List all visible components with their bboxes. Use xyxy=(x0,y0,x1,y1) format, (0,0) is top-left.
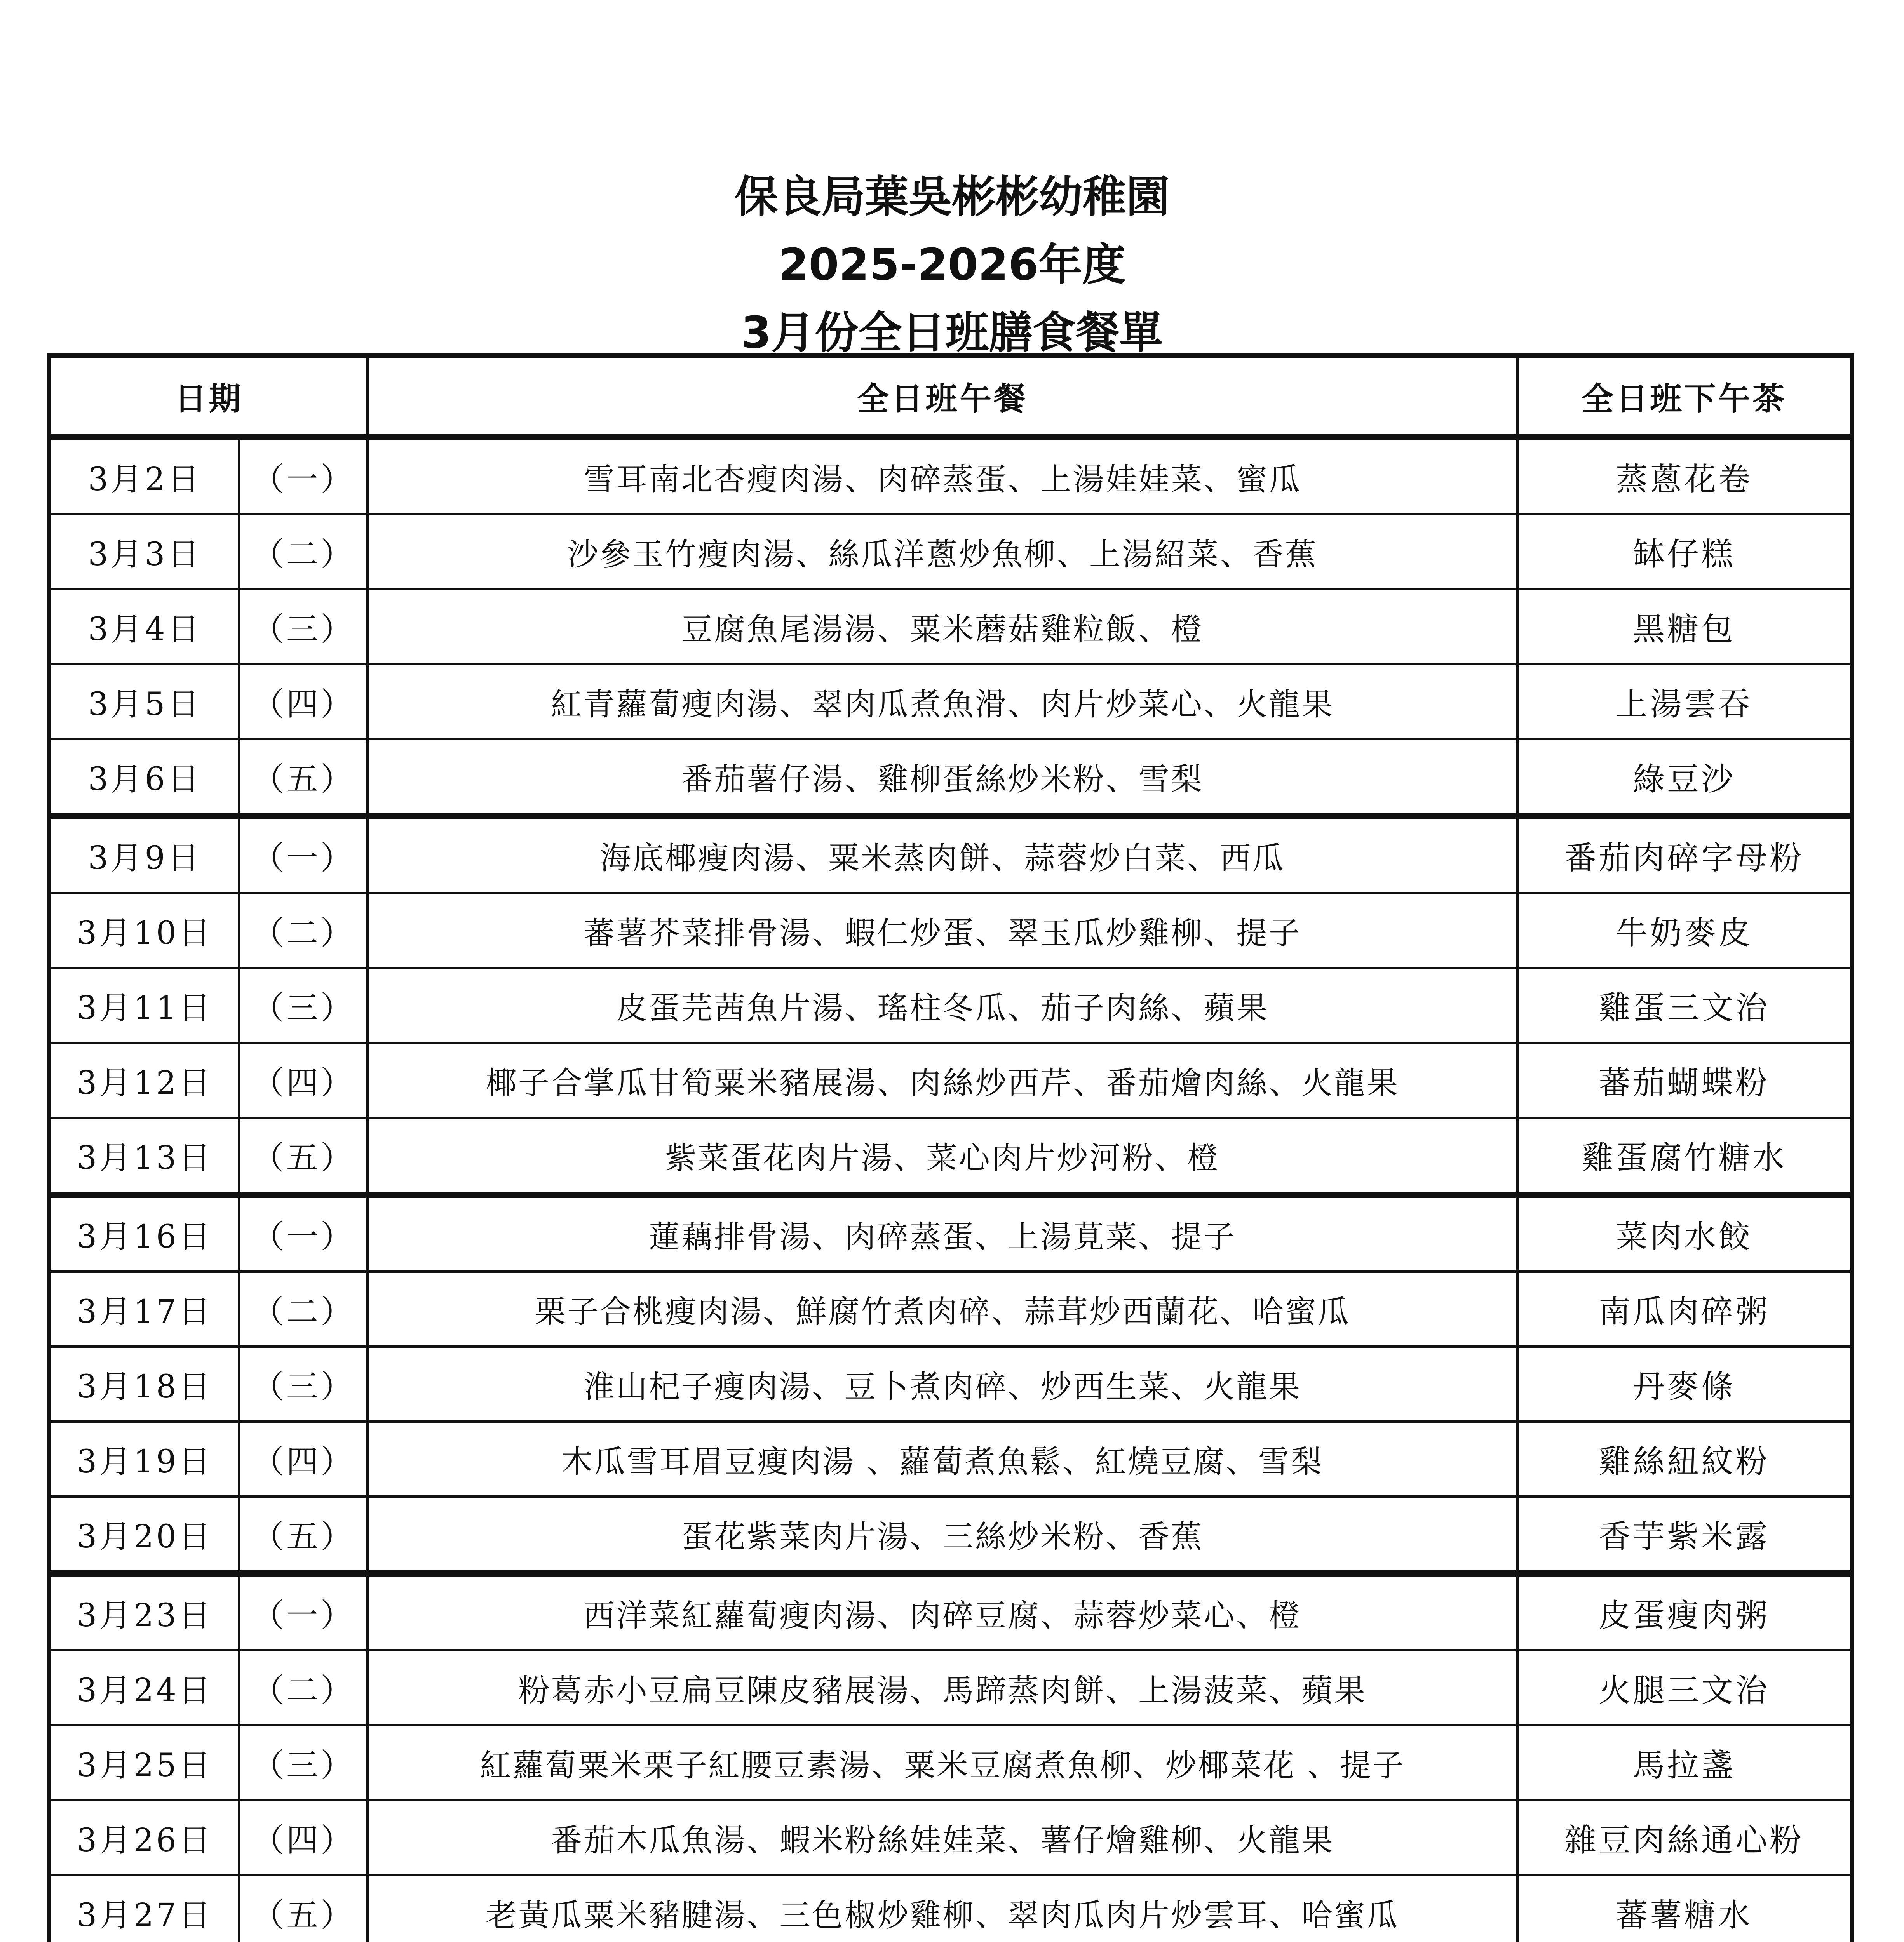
weekday-cell: （一） xyxy=(239,816,368,893)
lunch-cell: 皮蛋芫茜魚片湯、瑤柱冬瓜、茄子肉絲、蘋果 xyxy=(368,968,1517,1043)
date-cell: 3月27日 xyxy=(49,1875,239,1942)
table-row xyxy=(49,968,1852,1043)
table-row xyxy=(49,1497,1852,1573)
weekday-cell: （一） xyxy=(239,437,368,514)
date-cell: 3月23日 xyxy=(49,1573,239,1650)
column-header-tea: 全日班下午茶 xyxy=(1517,356,1852,437)
tea-cell: 菜肉水餃 xyxy=(1517,1195,1852,1272)
tea-cell: 香芋紫米露 xyxy=(1517,1497,1852,1573)
weekday-cell: （三） xyxy=(239,1725,368,1800)
tea-cell: 丹麥條 xyxy=(1517,1347,1852,1422)
date-cell: 3月25日 xyxy=(49,1725,239,1800)
lunch-cell: 沙參玉竹瘦肉湯、絲瓜洋蔥炒魚柳、上湯紹菜、香蕉 xyxy=(368,514,1517,589)
lunch-cell: 豆腐魚尾湯湯、粟米蘑菇雞粒飯、橙 xyxy=(368,589,1517,664)
weekday-cell: （三） xyxy=(239,968,368,1043)
menu-table xyxy=(47,353,1854,1942)
date-cell: 3月13日 xyxy=(49,1118,239,1195)
document-header xyxy=(0,163,1904,367)
tea-cell: 雜豆肉絲通心粉 xyxy=(1517,1800,1852,1875)
lunch-cell: 椰子合掌瓜甘筍粟米豬展湯、肉絲炒西芹、番茄燴肉絲、火龍果 xyxy=(368,1043,1517,1118)
lunch-cell: 海底椰瘦肉湯、粟米蒸肉餅、蒜蓉炒白菜、西瓜 xyxy=(368,816,1517,893)
date-cell: 3月9日 xyxy=(49,816,239,893)
tea-cell: 黑糖包 xyxy=(1517,589,1852,664)
date-cell: 3月18日 xyxy=(49,1347,239,1422)
menu-title: 3月份全日班膳食餐單 xyxy=(741,308,1163,358)
weekday-cell: （五） xyxy=(239,1497,368,1573)
weekday-cell: （四） xyxy=(239,1800,368,1875)
date-cell: 3月3日 xyxy=(49,514,239,589)
tea-cell: 蒸蔥花卷 xyxy=(1517,437,1852,514)
date-cell: 3月24日 xyxy=(49,1650,239,1725)
lunch-cell: 紅蘿蔔粟米栗子紅腰豆素湯、粟米豆腐煮魚柳、炒椰菜花 、提子 xyxy=(368,1725,1517,1800)
table-row xyxy=(49,1725,1852,1800)
table-row xyxy=(49,739,1852,816)
lunch-cell: 栗子合桃瘦肉湯、鮮腐竹煮肉碎、蒜茸炒西蘭花、哈蜜瓜 xyxy=(368,1272,1517,1347)
weekday-cell: （五） xyxy=(239,1118,368,1195)
table-row xyxy=(49,1875,1852,1942)
weekday-cell: （四） xyxy=(239,1043,368,1118)
weekday-cell: （四） xyxy=(239,664,368,739)
tea-cell: 雞絲紐紋粉 xyxy=(1517,1422,1852,1497)
table-row xyxy=(49,1573,1852,1650)
table-row xyxy=(49,1800,1852,1875)
table-row xyxy=(49,816,1852,893)
tea-cell: 綠豆沙 xyxy=(1517,739,1852,816)
table-row xyxy=(49,1347,1852,1422)
lunch-cell: 西洋菜紅蘿蔔瘦肉湯、肉碎豆腐、蒜蓉炒菜心、橙 xyxy=(368,1573,1517,1650)
date-cell: 3月26日 xyxy=(49,1800,239,1875)
weekday-cell: （一） xyxy=(239,1195,368,1272)
tea-cell: 皮蛋瘦肉粥 xyxy=(1517,1573,1852,1650)
table-row xyxy=(49,1422,1852,1497)
tea-cell: 上湯雲吞 xyxy=(1517,664,1852,739)
lunch-cell: 蓮藕排骨湯、肉碎蒸蛋、上湯莧菜、提子 xyxy=(368,1195,1517,1272)
tea-cell: 蕃茄蝴蝶粉 xyxy=(1517,1043,1852,1118)
lunch-cell: 淮山杞子瘦肉湯、豆卜煮肉碎、炒西生菜、火龍果 xyxy=(368,1347,1517,1422)
weekday-cell: （二） xyxy=(239,1650,368,1725)
table-row xyxy=(49,589,1852,664)
lunch-cell: 番茄木瓜魚湯、蝦米粉絲娃娃菜、薯仔燴雞柳、火龍果 xyxy=(368,1800,1517,1875)
tea-cell: 雞蛋腐竹糖水 xyxy=(1517,1118,1852,1195)
date-cell: 3月2日 xyxy=(49,437,239,514)
weekday-cell: （五） xyxy=(239,1875,368,1942)
column-header-lunch: 全日班午餐 xyxy=(368,356,1517,437)
table-row xyxy=(49,1195,1852,1272)
table-row xyxy=(49,1043,1852,1118)
weekday-cell: （二） xyxy=(239,1272,368,1347)
weekday-cell: （二） xyxy=(239,514,368,589)
lunch-cell: 蛋花紫菜肉片湯、三絲炒米粉、香蕉 xyxy=(368,1497,1517,1573)
date-cell: 3月4日 xyxy=(49,589,239,664)
lunch-cell: 紅青蘿蔔瘦肉湯、翠肉瓜煮魚滑、肉片炒菜心、火龍果 xyxy=(368,664,1517,739)
tea-cell: 番茄肉碎字母粉 xyxy=(1517,816,1852,893)
tea-cell: 火腿三文治 xyxy=(1517,1650,1852,1725)
school-year: 2025-2026年度 xyxy=(778,240,1126,290)
lunch-cell: 番茄薯仔湯、雞柳蛋絲炒米粉、雪梨 xyxy=(368,739,1517,816)
date-cell: 3月16日 xyxy=(49,1195,239,1272)
date-cell: 3月19日 xyxy=(49,1422,239,1497)
date-cell: 3月10日 xyxy=(49,893,239,968)
weekday-cell: （三） xyxy=(239,1347,368,1422)
lunch-cell: 雪耳南北杏瘦肉湯、肉碎蒸蛋、上湯娃娃菜、蜜瓜 xyxy=(368,437,1517,514)
column-header-date: 日期 xyxy=(49,356,368,437)
date-cell: 3月5日 xyxy=(49,664,239,739)
table-row xyxy=(49,664,1852,739)
table-row xyxy=(49,893,1852,968)
table-row xyxy=(49,514,1852,589)
date-cell: 3月6日 xyxy=(49,739,239,816)
table-header-row xyxy=(49,356,1852,437)
date-cell: 3月11日 xyxy=(49,968,239,1043)
tea-cell: 南瓜肉碎粥 xyxy=(1517,1272,1852,1347)
menu-table-body xyxy=(49,437,1852,1942)
table-row xyxy=(49,437,1852,514)
lunch-cell: 粉葛赤小豆扁豆陳皮豬展湯、馬蹄蒸肉餅、上湯菠菜、蘋果 xyxy=(368,1650,1517,1725)
tea-cell: 缽仔糕 xyxy=(1517,514,1852,589)
date-cell: 3月17日 xyxy=(49,1272,239,1347)
tea-cell: 雞蛋三文治 xyxy=(1517,968,1852,1043)
school-name: 保良局葉吳彬彬幼稚園 xyxy=(734,172,1170,222)
lunch-cell: 老黃瓜粟米豬腱湯、三色椒炒雞柳、翠肉瓜肉片炒雲耳、哈蜜瓜 xyxy=(368,1875,1517,1942)
date-cell: 3月20日 xyxy=(49,1497,239,1573)
weekday-cell: （一） xyxy=(239,1573,368,1650)
table-row xyxy=(49,1272,1852,1347)
weekday-cell: （四） xyxy=(239,1422,368,1497)
lunch-cell: 木瓜雪耳眉豆瘦肉湯 、蘿蔔煮魚鬆、紅燒豆腐、雪梨 xyxy=(368,1422,1517,1497)
lunch-cell: 蕃薯芥菜排骨湯、蝦仁炒蛋、翠玉瓜炒雞柳、提子 xyxy=(368,893,1517,968)
weekday-cell: （五） xyxy=(239,739,368,816)
tea-cell: 蕃薯糖水 xyxy=(1517,1875,1852,1942)
tea-cell: 牛奶麥皮 xyxy=(1517,893,1852,968)
date-cell: 3月12日 xyxy=(49,1043,239,1118)
weekday-cell: （三） xyxy=(239,589,368,664)
table-row xyxy=(49,1650,1852,1725)
tea-cell: 馬拉盞 xyxy=(1517,1725,1852,1800)
table-row xyxy=(49,1118,1852,1195)
lunch-cell: 紫菜蛋花肉片湯、菜心肉片炒河粉、橙 xyxy=(368,1118,1517,1195)
weekday-cell: （二） xyxy=(239,893,368,968)
